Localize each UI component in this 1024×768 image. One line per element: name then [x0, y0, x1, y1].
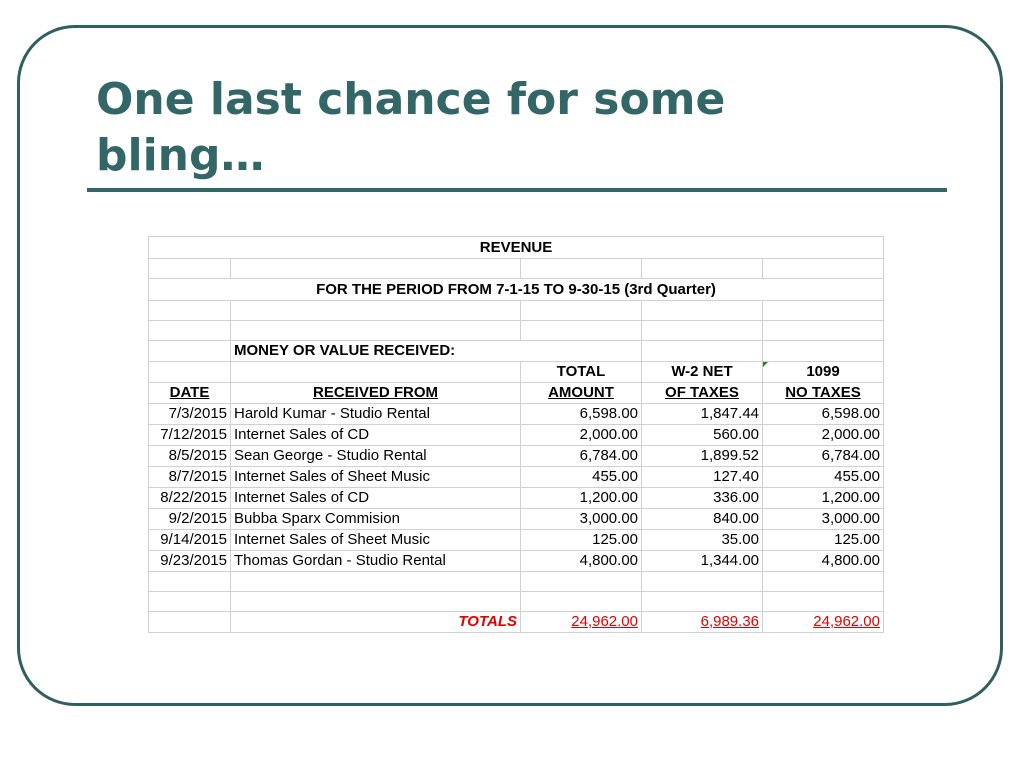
totals-row: [149, 612, 884, 633]
cell-no-taxes: 1,200.00: [763, 488, 884, 509]
table-row: [149, 530, 884, 551]
cell-date: 9/14/2015: [149, 530, 231, 551]
blank-row: [149, 259, 884, 279]
blank-row: [149, 301, 884, 321]
cell-amount: 455.00: [521, 467, 642, 488]
column-header-row: [149, 383, 884, 404]
cell-received-from: Thomas Gordan - Studio Rental: [231, 551, 521, 572]
table-row: [149, 404, 884, 425]
totals-amount: 24,962.00: [521, 612, 642, 633]
money-received-label: MONEY OR VALUE RECEIVED:: [231, 341, 642, 362]
blank-row: [149, 321, 884, 341]
sheet-period-row: [149, 279, 884, 301]
cell-amount: 1,200.00: [521, 488, 642, 509]
cell-date: 8/22/2015: [149, 488, 231, 509]
cell-received-from: Bubba Sparx Commision: [231, 509, 521, 530]
cell-date: 8/7/2015: [149, 467, 231, 488]
money-label-row: [149, 341, 884, 362]
table-row: [149, 467, 884, 488]
blank-row: [149, 592, 884, 612]
cell-received-from: Internet Sales of Sheet Music: [231, 530, 521, 551]
cell-w2-net: 336.00: [642, 488, 763, 509]
cell-amount: 4,800.00: [521, 551, 642, 572]
cell-amount: 2,000.00: [521, 425, 642, 446]
sheet-heading: REVENUE: [149, 237, 884, 259]
header-top-row: [149, 362, 884, 383]
cell-date: 8/5/2015: [149, 446, 231, 467]
cell-w2-net: 35.00: [642, 530, 763, 551]
slide-title: One last chance for some bling…: [96, 74, 726, 181]
cell-no-taxes: 3,000.00: [763, 509, 884, 530]
blank-row: [149, 572, 884, 592]
column-header-date: DATE: [149, 383, 231, 404]
totals-w2: 6,989.36: [642, 612, 763, 633]
cell-date: 9/2/2015: [149, 509, 231, 530]
cell-w2-net: 1,847.44: [642, 404, 763, 425]
cell-no-taxes: 6,784.00: [763, 446, 884, 467]
header-1099: 1099: [763, 362, 884, 383]
revenue-spreadsheet: [148, 236, 884, 633]
column-header-no-taxes: NO TAXES: [763, 383, 884, 404]
cell-w2-net: 127.40: [642, 467, 763, 488]
cell-date: 9/23/2015: [149, 551, 231, 572]
cell-no-taxes: 2,000.00: [763, 425, 884, 446]
cell-amount: 6,598.00: [521, 404, 642, 425]
cell-received-from: Harold Kumar - Studio Rental: [231, 404, 521, 425]
table-row: [149, 551, 884, 572]
column-header-received-from: RECEIVED FROM: [231, 383, 521, 404]
cell-w2-net: 560.00: [642, 425, 763, 446]
table-row: [149, 509, 884, 530]
column-header-of-taxes: OF TAXES: [642, 383, 763, 404]
cell-w2-net: 840.00: [642, 509, 763, 530]
cell-received-from: Internet Sales of Sheet Music: [231, 467, 521, 488]
cell-no-taxes: 125.00: [763, 530, 884, 551]
cell-amount: 6,784.00: [521, 446, 642, 467]
cell-received-from: Sean George - Studio Rental: [231, 446, 521, 467]
cell-no-taxes: 455.00: [763, 467, 884, 488]
cell-no-taxes: 4,800.00: [763, 551, 884, 572]
sheet-period: FOR THE PERIOD FROM 7-1-15 TO 9-30-15 (3rd Quarter): [149, 279, 884, 301]
cell-received-from: Internet Sales of CD: [231, 488, 521, 509]
totals-no-taxes: 24,962.00: [763, 612, 884, 633]
cell-w2-net: 1,899.52: [642, 446, 763, 467]
table-row: [149, 425, 884, 446]
cell-received-from: Internet Sales of CD: [231, 425, 521, 446]
cell-date: 7/3/2015: [149, 404, 231, 425]
table-row: [149, 488, 884, 509]
header-w2-net: W-2 NET: [642, 362, 763, 383]
cell-amount: 125.00: [521, 530, 642, 551]
table-row: [149, 446, 884, 467]
column-header-amount: AMOUNT: [521, 383, 642, 404]
cell-date: 7/12/2015: [149, 425, 231, 446]
header-total: TOTAL: [521, 362, 642, 383]
sheet-title-row: [149, 237, 884, 259]
totals-label: TOTALS: [231, 612, 521, 633]
cell-w2-net: 1,344.00: [642, 551, 763, 572]
cell-amount: 3,000.00: [521, 509, 642, 530]
title-divider: [87, 188, 947, 192]
cell-no-taxes: 6,598.00: [763, 404, 884, 425]
